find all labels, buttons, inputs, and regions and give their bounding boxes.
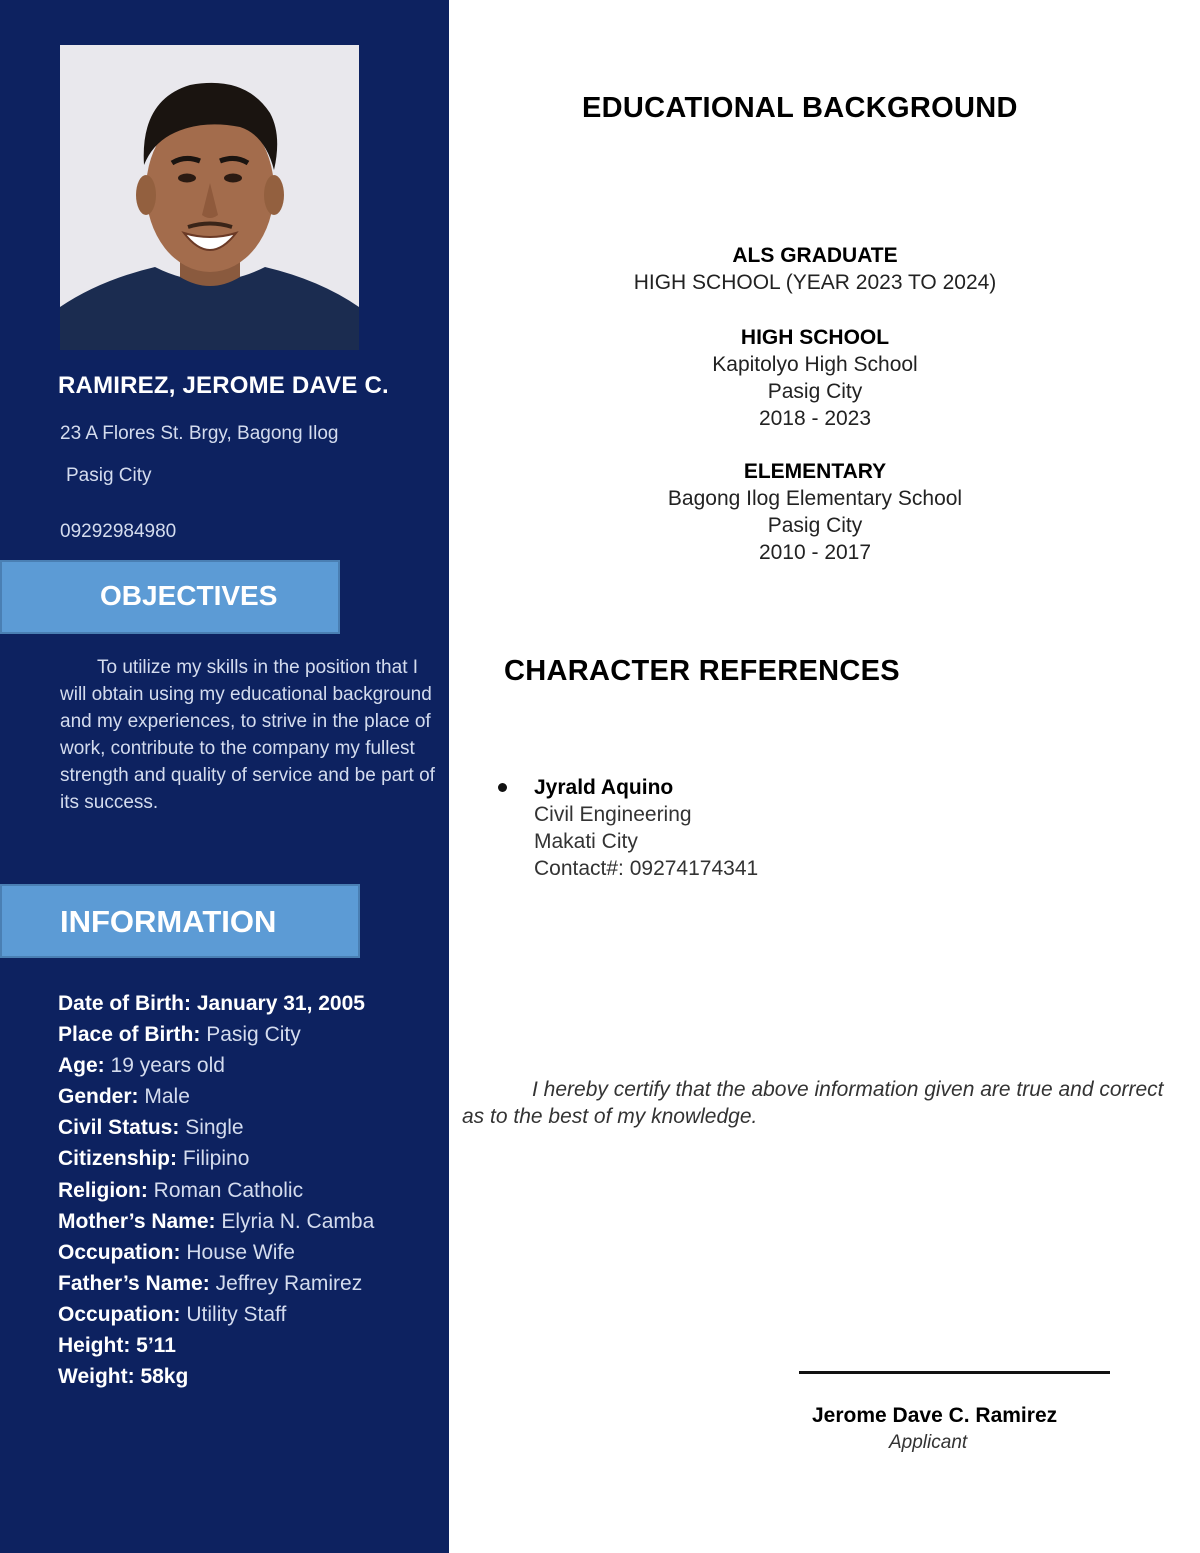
info-item-citizenship — [58, 1143, 374, 1174]
info-label: Gender: — [58, 1085, 139, 1109]
education-heading: EDUCATIONAL BACKGROUND — [582, 92, 1018, 124]
phone-number: 09292984980 — [60, 521, 177, 542]
info-label: Place of Birth: — [58, 1023, 201, 1047]
high-school-title: HIGH SCHOOL — [740, 326, 890, 349]
info-value: Single — [185, 1116, 244, 1140]
elementary-name: Bagong Ilog Elementary School — [667, 487, 963, 510]
info-label: Height: — [58, 1334, 131, 1358]
signature-name: Jerome Dave C. Ramirez — [812, 1404, 1058, 1427]
info-label: Civil Status: — [58, 1116, 180, 1140]
info-value: Roman Catholic — [153, 1178, 304, 1202]
reference-name: Jyrald Aquino — [534, 776, 674, 799]
info-label: Date of Birth: — [58, 992, 191, 1015]
info-label: Citizenship: — [58, 1147, 177, 1171]
references-heading: CHARACTER REFERENCES — [504, 655, 900, 687]
info-value: 19 years old — [110, 1054, 225, 1078]
info-value: House Wife — [186, 1240, 295, 1264]
bullet-icon — [498, 783, 507, 792]
information-heading: INFORMATION — [0, 884, 360, 958]
high-school-city: Pasig City — [767, 380, 863, 403]
info-value: Pasig City — [206, 1023, 301, 1047]
reference-city: Makati City — [534, 830, 638, 853]
info-item-height — [58, 1330, 374, 1361]
info-label: Weight: — [58, 1365, 135, 1389]
education-high-school — [565, 324, 1065, 432]
info-value: Male — [144, 1085, 190, 1109]
certification-text: I hereby certify that the above information given are true and correct as to the best of my knowledge. — [462, 1078, 1164, 1128]
info-value: Elyria N. Camba — [221, 1209, 375, 1233]
info-item-civil-status — [58, 1112, 374, 1143]
sidebar — [0, 0, 449, 1553]
applicant-name: RAMIREZ, JEROME DAVE C. — [58, 372, 389, 399]
reference-contact: Contact#: 09274174341 — [534, 857, 759, 880]
elementary-city: Pasig City — [767, 514, 863, 537]
info-label: Occupation: — [58, 1302, 181, 1326]
info-value: Filipino — [182, 1147, 250, 1171]
info-item-father-name — [58, 1268, 374, 1299]
address-line-1: 23 A Flores St. Brgy, Bagong Ilog — [60, 423, 339, 444]
signature-role: Applicant — [889, 1432, 968, 1453]
high-school-name: Kapitolyo High School — [712, 353, 918, 376]
profile-photo — [60, 45, 359, 350]
info-item-age — [58, 1050, 374, 1081]
signature-line — [799, 1371, 1110, 1374]
info-item-mother-name — [58, 1206, 374, 1237]
information-list — [58, 988, 374, 1392]
info-item-mother-occupation — [58, 1237, 374, 1268]
info-value: Jeffrey Ramirez — [215, 1271, 363, 1295]
info-label: Mother’s Name: — [58, 1209, 216, 1233]
elementary-years: 2010 - 2017 — [758, 541, 872, 564]
als-detail: HIGH SCHOOL (YEAR 2023 TO 2024) — [633, 271, 997, 294]
info-item-birth-place — [58, 1019, 374, 1050]
education-elementary — [565, 458, 1065, 566]
info-item-gender — [58, 1081, 374, 1112]
elementary-title: ELEMENTARY — [743, 460, 887, 483]
info-label: Religion: — [58, 1178, 148, 1202]
objectives-heading: OBJECTIVES — [0, 560, 340, 634]
info-label: Occupation: — [58, 1240, 181, 1264]
info-item-birth-date — [58, 988, 374, 1019]
als-title: ALS GRADUATE — [732, 244, 898, 267]
high-school-years: 2018 - 2023 — [758, 407, 872, 430]
reference-item — [534, 774, 758, 882]
reference-field: Civil Engineering — [534, 803, 692, 826]
info-item-religion — [58, 1175, 374, 1206]
info-value: Utility Staff — [186, 1302, 287, 1326]
info-item-weight — [58, 1361, 374, 1392]
info-value: 5’11 — [136, 1334, 176, 1358]
info-value: 58kg — [140, 1365, 189, 1389]
education-als — [565, 242, 1065, 296]
info-label: Age: — [58, 1054, 105, 1078]
info-value: January 31, 2005 — [196, 992, 365, 1015]
objectives-text: To utilize my skills in the position that I will obtain using my educational background and my experiences, to strive in the place of work, contribute to the company my fullest strength and quality of service and be part of its success. — [60, 657, 435, 813]
info-item-father-occupation — [58, 1299, 374, 1330]
info-label: Father’s Name: — [58, 1271, 210, 1295]
address-line-2: Pasig City — [66, 465, 152, 486]
